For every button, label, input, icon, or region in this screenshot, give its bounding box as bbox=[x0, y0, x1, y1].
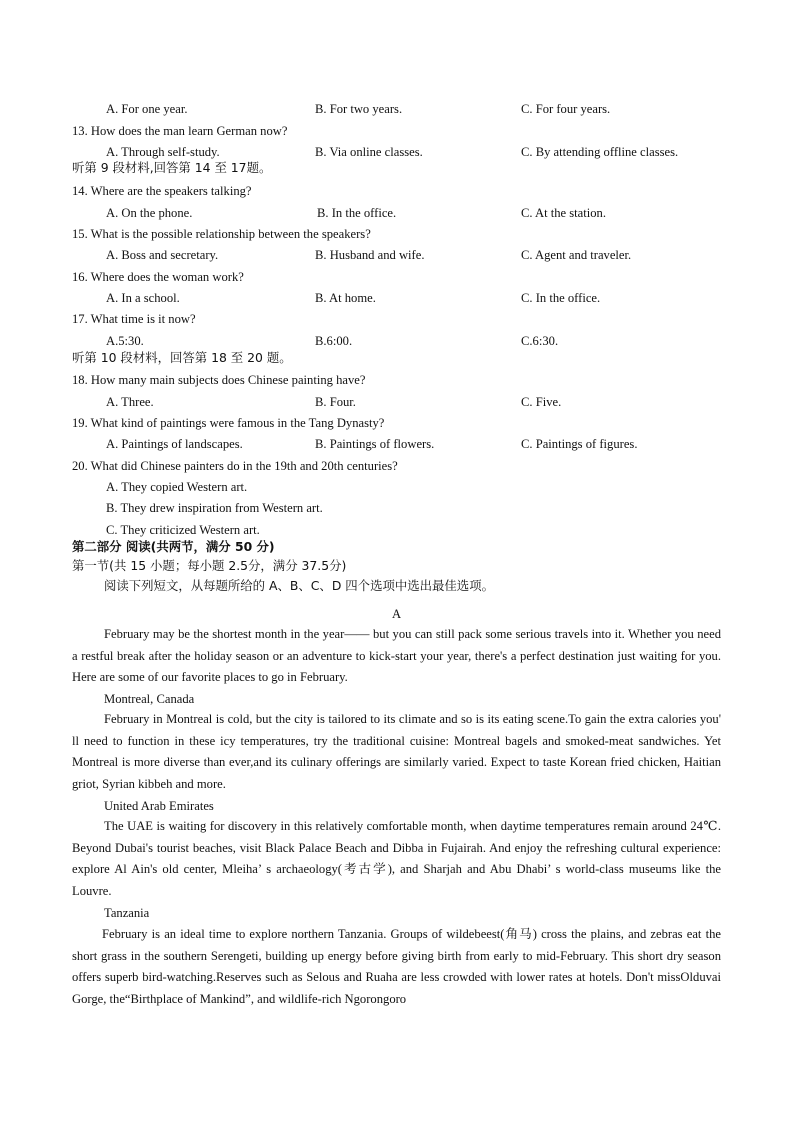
q18-option-a: A. Three. bbox=[106, 395, 154, 409]
q19-option-b: B. Paintings of flowers. bbox=[315, 437, 435, 451]
q12-option-a: A. For one year. bbox=[106, 102, 188, 116]
section-10-instruction: 听第 10 段材料，回答第 18 至 20 题。 bbox=[72, 350, 292, 365]
q14-option-c: C. At the station. bbox=[521, 206, 607, 220]
section-1-title: 第一节(共 15 小题；每小题 2.5分，满分 37.5分) bbox=[72, 558, 347, 573]
q13-option-a: A. Through self-study. bbox=[106, 145, 220, 159]
question-13: 13. How does the man learn German now? bbox=[72, 124, 288, 138]
q17-option-c: C.6:30. bbox=[521, 334, 559, 348]
q19-option-a: A. Paintings of landscapes. bbox=[106, 437, 243, 451]
q17-option-b: B.6:00. bbox=[315, 334, 353, 348]
question-18: 18. How many main subjects does Chinese painting have? bbox=[72, 373, 366, 387]
question-17: 17. What time is it now? bbox=[72, 312, 196, 326]
q15-option-a: A. Boss and secretary. bbox=[106, 248, 219, 262]
montreal-paragraph: February in Montreal is cold, but the city is tailored to its climate and so is its eating scene.To gain the extra calories you' ll need to function in these icy temperatures, try the traditional cuisine: Montreal bagels and smoked-meat sandwiches. Yet Montreal is more diverse than ever,and its culinary offerings are similarly varied. Expect to taste Korean fried chicken, Haitian griot, Syrian kibbeh and more. bbox=[72, 712, 721, 791]
q16-option-a: A. In a school. bbox=[106, 291, 180, 305]
uae-paragraph: The UAE is waiting for discovery in this relatively comfortable month, when daytime temperatures remain around 24℃. Beyond Dubai's tourist beaches, visit Black Palace Beach and Dibba in Fujairah. And enjoy the refreshing cultural experience: explore Al Ain's old center, Mleiha’ s archaeology(考古学), and Sharjah and Abu Dhabi’ s world-class museums like the Louvre. bbox=[72, 819, 721, 898]
q13-option-b: B. Via online classes. bbox=[315, 145, 423, 159]
q14-option-a: A. On the phone. bbox=[106, 206, 193, 220]
q14-option-b: B. In the office. bbox=[317, 206, 397, 220]
q15-option-c: C. Agent and traveler. bbox=[521, 248, 632, 262]
tanzania-paragraph: February is an ideal time to explore northern Tanzania. Groups of wildebeest(角马) cross the plains, and zebras eat the short grass in the southern Serengeti, building up energy before giving birth from early to mid-February. This short dry season offers superb bird-watching.Reserves such as Selous and Ruaha are less crowded with lower rates at hotels. Don't missOlduvai Gorge, the“Birthplace of Mankind”, and wildlife-rich Ngorongoro bbox=[72, 927, 721, 1006]
q16-option-b: B. At home. bbox=[315, 291, 376, 305]
q20-option-c: C. They criticized Western art. bbox=[106, 523, 260, 537]
section-9-instruction: 听第 9 段材料,回答第 14 至 17题。 bbox=[72, 160, 272, 175]
q12-option-b: B. For two years. bbox=[315, 102, 403, 116]
question-14: 14. Where are the speakers talking? bbox=[72, 184, 252, 198]
q12-option-c: C. For four years. bbox=[521, 102, 611, 116]
question-15: 15. What is the possible relationship between the speakers? bbox=[72, 227, 371, 241]
uae-heading: United Arab Emirates bbox=[104, 799, 214, 813]
q16-option-c: C. In the office. bbox=[521, 291, 601, 305]
question-16: 16. Where does the woman work? bbox=[72, 270, 244, 284]
q15-option-b: B. Husband and wife. bbox=[315, 248, 425, 262]
reading-instructions: 阅读下列短文，从每题所给的 A、B、C、D 四个选项中选出最佳选项。 bbox=[104, 578, 494, 593]
montreal-heading: Montreal, Canada bbox=[104, 692, 195, 706]
q17-option-a: A.5:30. bbox=[106, 334, 144, 348]
q20-option-b: B. They drew inspiration from Western art. bbox=[106, 501, 323, 515]
intro-paragraph: February may be the shortest month in the year—— but you can still pack some serious travels into it. Whether you need a restful break after the holiday season or an adventure to kick-start your year, there's a perfect destination just waiting for you. Here are some of our favorite places to go in February. bbox=[72, 627, 721, 684]
part-2-title: 第二部分 阅读(共两节，满分 50 分) bbox=[72, 539, 275, 554]
passage-label: A bbox=[392, 607, 402, 621]
q13-option-c: C. By attending offline classes. bbox=[521, 145, 679, 159]
question-20: 20. What did Chinese painters do in the 19th and 20th centuries? bbox=[72, 459, 398, 473]
q18-option-c: C. Five. bbox=[521, 395, 562, 409]
q19-option-c: C. Paintings of figures. bbox=[521, 437, 638, 451]
q18-option-b: B. Four. bbox=[315, 395, 356, 409]
question-19: 19. What kind of paintings were famous in the Tang Dynasty? bbox=[72, 416, 385, 430]
q20-option-a: A. They copied Western art. bbox=[106, 480, 248, 494]
tanzania-heading: Tanzania bbox=[104, 906, 150, 920]
